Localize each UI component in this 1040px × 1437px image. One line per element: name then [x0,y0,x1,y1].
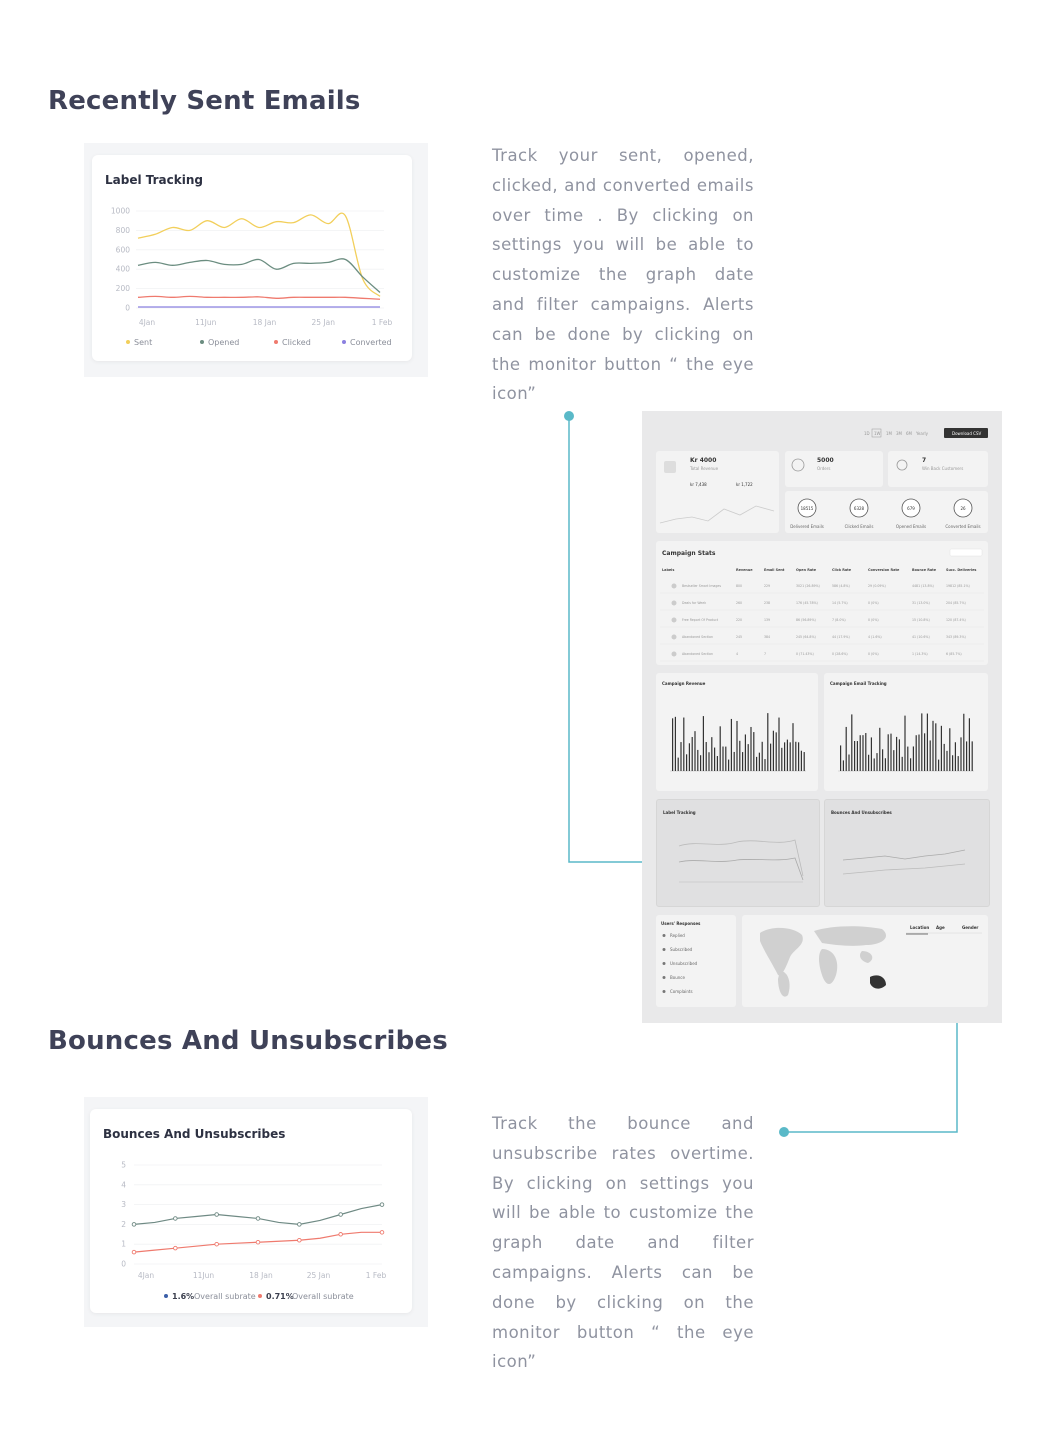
table-cell: 120 (87.4%) [946,618,966,622]
table-header: Bounce Rate [912,568,937,572]
mini-bar [960,737,961,771]
legend-label: Overall subrate [292,1292,354,1301]
table-cell: 6 (85.7%) [946,652,962,656]
y-tick-label: 4 [121,1180,126,1190]
bounces-card [90,1109,412,1313]
series-point [380,1231,384,1235]
mini-bar [787,740,788,771]
campaign-email-tracking-title: Campaign Email Tracking [830,681,887,686]
mini-bar [890,734,891,771]
mini-bar [921,713,922,771]
response-label: Replied [670,933,685,938]
mini-bar [708,752,709,771]
kpi-orders-label: Orders [817,466,831,471]
legend-label: Clicked [282,338,311,347]
kpi-orders-card [785,451,883,487]
mini-bar [879,728,880,771]
mini-bar [798,742,799,771]
table-cell: 29 (0.09%) [868,584,886,588]
series-point [256,1217,260,1221]
table-cell: Bestseller Smart Images [682,584,722,588]
kpi-revenue-value: Kr 4000 [690,457,717,464]
mini-bar [862,735,863,771]
mini-bar [717,756,718,771]
recently-sent-description: Track your sent, opened, clicked, and converted emails over time . By clicking on settings you will be able to customize the graph date and filter campaigns. Alerts can be done by clicking on the monitor button “ the eye icon” [492,146,754,404]
bounces-card-frame [84,1097,428,1327]
svg-text:6M: 6M [906,431,912,436]
x-tick-label: 11Jun [192,1271,215,1280]
campaign-email-tracking-card [824,673,988,791]
label-tracking-title: Label Tracking [105,173,203,187]
mini-bar [854,741,855,771]
mini-bar [924,733,925,771]
table-cell: 229 [764,584,771,588]
mini-bar [888,734,889,771]
x-tick-label: 18 Jan [252,318,277,327]
mini-bar [899,739,900,771]
mini-bar [784,742,785,771]
mini-bar [946,751,947,771]
mini-bar [893,750,894,771]
response-label: Unsubscribed [670,961,698,966]
revenue-sub-2: kr 1,722 [736,482,753,487]
svg-text:1D: 1D [864,431,870,436]
ring-value: 679 [907,506,915,511]
legend-label: Sent [134,338,153,347]
table-cell: 220 [736,618,743,622]
table-cell: 1 (14.3%) [912,652,928,656]
table-header: Click Rate [832,568,852,572]
svg-text:1M: 1M [886,431,892,436]
mini-bar [678,758,679,771]
table-cell: 4 [736,652,739,656]
kpi-revenue-card [656,451,779,533]
legend-dot [164,1294,168,1298]
mini-bar [776,732,777,771]
mini-bar [792,723,793,771]
mini-bar [795,742,796,771]
mini-bar [941,726,942,771]
table-cell: 245 [736,635,743,639]
map-australia [870,975,886,988]
mini-bar [848,755,849,771]
mini-bar [750,727,751,771]
kpi-orders-value: 5000 [817,457,834,464]
mini-bar [767,713,768,771]
series-point [380,1203,384,1207]
mini-bar [742,752,743,771]
response-label: Subscribed [670,947,693,952]
table-cell: 586 (4.8%) [832,584,850,588]
y-tick-label: 2 [121,1219,126,1229]
bounces-unsubscribes-heading: Bounces And Unsubscribes [48,1026,448,1056]
series-point [339,1233,343,1237]
mini-bar [851,714,852,771]
revenue-sub-1: kr 7,438 [690,482,707,487]
bounces-description: Track the bounce and unsubscribe rates overtime. By clicking on settings you will be able to customize the graph date and filter campaigns. Alerts can be done by clicking on the monitor button “ the eye icon” [492,1114,754,1372]
campaign-revenue-card [656,673,818,791]
location-tab: Age [936,925,945,930]
mini-bar [770,744,771,771]
series-point [256,1240,260,1244]
mini-bar [949,728,950,771]
table-cell: 7 [764,652,767,656]
mini-bar [689,743,690,771]
mini-bar [958,756,959,771]
x-tick-label: 4Jan [138,318,156,327]
mini-bounces-card [824,799,990,907]
x-tick-label: 1 Feb [365,1271,387,1280]
mini-bar [725,747,726,771]
mini-bar [748,744,749,771]
mini-bar [938,760,939,771]
y-tick-label: 1000 [110,206,130,216]
ring-value: 18515 [800,506,814,511]
table-header: Open Rate [796,568,817,572]
y-tick-label: 600 [115,245,130,255]
mini-bar [778,718,779,771]
table-header: Conversion Rate [868,568,900,572]
location-tab: Gender [962,925,979,930]
mini-bar [739,741,740,771]
series-point [215,1242,219,1246]
mini-bar [756,757,757,771]
table-cell: 4 (1.6%) [868,635,882,639]
mini-bar [700,755,701,771]
legend-label: Converted [350,338,392,347]
table-cell: 41 (10.6%) [912,635,930,639]
mini-bar [902,757,903,771]
connector-dot-top [564,411,574,421]
mini-bar [932,721,933,771]
y-tick-label: 5 [121,1160,126,1170]
location-tab: Location [910,925,930,930]
mini-bar [918,735,919,771]
table-cell: 204 (85.7%) [946,601,966,605]
legend-value: 1.6% [172,1292,195,1301]
table-cell: 245 (64.8%) [796,635,816,639]
map-africa [819,949,837,984]
series-point [339,1213,343,1217]
y-tick-label: 3 [121,1200,126,1210]
download-csv-button[interactable]: Download CSV [952,431,982,436]
recently-sent-emails-heading: Recently Sent Emails [48,86,361,116]
table-cell: 3021 (26.89%) [796,584,820,588]
table-cell: 176 (45.78%) [796,601,818,605]
mini-bar [781,748,782,771]
series-point [298,1238,302,1242]
mini-bar [966,741,967,771]
mini-bar [764,759,765,771]
series-point [174,1217,178,1221]
table-cell: 800 [736,584,743,588]
table-cell: Free Report Of Product [682,618,719,622]
mini-bar [692,737,693,771]
kpi-winback-card [888,451,988,487]
y-tick-label: 0 [125,303,130,313]
mini-bar [773,731,774,771]
mini-bar [790,742,791,771]
mini-bar [686,754,687,771]
table-cell: 384 [764,635,771,639]
x-tick-label: 25 Jan [311,318,335,327]
mini-bar [672,718,673,771]
mini-bar [876,753,877,771]
connector-dot-bottom [779,1127,789,1137]
x-tick-label: 11Jun [195,318,217,327]
svg-text:3M: 3M [896,431,902,436]
svg-text:Yearly: Yearly [916,431,928,436]
mini-bar [703,716,704,771]
table-cell: 86 (56.89%) [796,618,816,622]
table-cell: 0 (0%) [868,601,879,605]
ring-label: Converted Emails [945,524,981,529]
ring-label: Opened Emails [895,524,927,529]
table-cell: 139 [764,618,771,622]
dashboard-toolbar [642,411,1002,451]
ring-value: 26 [960,506,966,511]
mini-bar [675,717,676,771]
mini-bar [734,752,735,771]
mini-bar [916,735,917,771]
mini-label-tracking-card [656,799,820,907]
legend-value: 0.71% [266,1292,294,1301]
mini-bar [706,742,707,771]
mini-bar [955,742,956,771]
users-responses-title: Users' Responses [661,921,701,926]
kpi-revenue-label: Total Revenue [690,466,719,471]
x-tick-label: 25 Jan [306,1271,331,1280]
mini-bar [759,753,760,771]
mini-bar [944,744,945,771]
mini-bar [697,750,698,771]
y-tick-label: 400 [115,264,130,274]
mini-bar [683,718,684,771]
mini-bar [753,732,754,771]
mini-bar [680,742,681,771]
series-point [132,1250,136,1254]
y-tick-label: 1 [121,1239,126,1249]
bounces-title: Bounces And Unsubscribes [103,1127,286,1141]
mini-bar [935,723,936,771]
x-tick-label: 18 Jan [249,1271,273,1280]
mini-bar [930,740,931,771]
mini-bar [904,716,905,771]
series-point [174,1246,178,1250]
bounce-series-line [134,1205,382,1225]
response-label: Complaints [670,989,693,994]
mini-bar [972,741,973,771]
mini-bar [736,721,737,771]
kpi-winback-label: Win Back Customers [922,466,964,471]
table-cell: 0 (71.43%) [796,652,814,656]
table-cell: Abandoned Section [682,652,714,656]
campaign-stats-title: Campaign Stats [662,550,716,557]
table-cell: 0 (28.6%) [832,652,848,656]
mini-bounces-title: Bounces And Unsubscribes [831,810,892,815]
mini-bar [896,737,897,771]
table-header: Succ. Deliveries [946,568,977,572]
mini-bar [843,760,844,771]
mini-bar [885,758,886,771]
mini-bar [722,747,723,771]
table-cell: 260 [736,601,743,605]
mini-bar [868,755,869,771]
table-cell: 0 (0%) [868,618,879,622]
table-header: Labels [662,568,675,572]
mini-bar [865,733,866,771]
world-map-card [742,915,988,1007]
bounces-chart [90,1109,412,1313]
mini-bar [952,755,953,771]
series-point [132,1223,136,1227]
mini-bar [694,731,695,771]
mini-bar [857,741,858,771]
campaign-stats-card [656,541,988,665]
mini-bar [728,760,729,771]
mini-bar [846,727,847,771]
mini-bar [874,758,875,771]
kpi-winback-value: 7 [922,457,927,464]
svg-text:1W: 1W [874,431,881,436]
mini-bar [731,719,732,771]
mini-bar [969,718,970,771]
mini-bar [913,746,914,771]
table-cell: 31 (13.0%) [912,601,930,605]
table-cell: Deals for Week [682,601,707,605]
map-eurasia [814,926,886,946]
users-responses-card [656,915,736,1007]
y-tick-label: 200 [115,284,130,294]
mini-bar [910,758,911,771]
mini-bar [907,747,908,771]
series-point [215,1213,219,1217]
mini-bar [711,737,712,771]
y-tick-label: 800 [115,225,130,235]
legend-dot [258,1294,262,1298]
campaign-revenue-title: Campaign Revenue [662,681,706,686]
mini-bar [840,745,841,771]
mini-bar [927,714,928,771]
map-americas [760,928,803,975]
mini-bar [745,734,746,771]
series-point [298,1223,302,1227]
ring-value: 6328 [853,506,865,511]
mini-bar [804,752,805,771]
mini-bar [963,714,964,771]
legend-label: Overall subrate [194,1292,256,1301]
mini-bar [871,737,872,771]
x-tick-label: 1 Feb [371,318,393,327]
table-cell: 44 (17.9%) [832,635,850,639]
table-cell: 7 (8.0%) [832,618,846,622]
mini-bar [762,742,763,771]
mini-bar [714,748,715,771]
table-header: Revenue [736,568,753,572]
table-cell: 14 (5.7%) [832,601,848,605]
table-header: Email Sent [764,568,785,572]
mini-bar [860,735,861,771]
table-cell: 15 (10.8%) [912,618,930,622]
ring-label: Clicked Emails [844,524,874,529]
mini-label-tracking-title: Label Tracking [663,810,696,815]
dashboard-preview [642,411,1002,1023]
mini-bar [720,726,721,771]
legend-label: Opened [208,338,240,347]
ring-label: Delivered Emails [790,524,824,529]
x-tick-label: 4Jan [137,1271,155,1280]
table-cell: 4481 (13.8%) [912,584,934,588]
response-label: Bounce [670,975,685,980]
y-tick-label: 0 [121,1259,126,1269]
mini-bar [882,749,883,771]
mini-bar [801,751,802,771]
table-cell: 343 (89.3%) [946,635,966,639]
table-cell: 0 (0%) [868,652,879,656]
table-cell: 19812 (85.1%) [946,584,970,588]
email-rings-card [785,491,988,533]
table-cell: 238 [764,601,771,605]
table-cell: Abandoned Section [682,635,714,639]
